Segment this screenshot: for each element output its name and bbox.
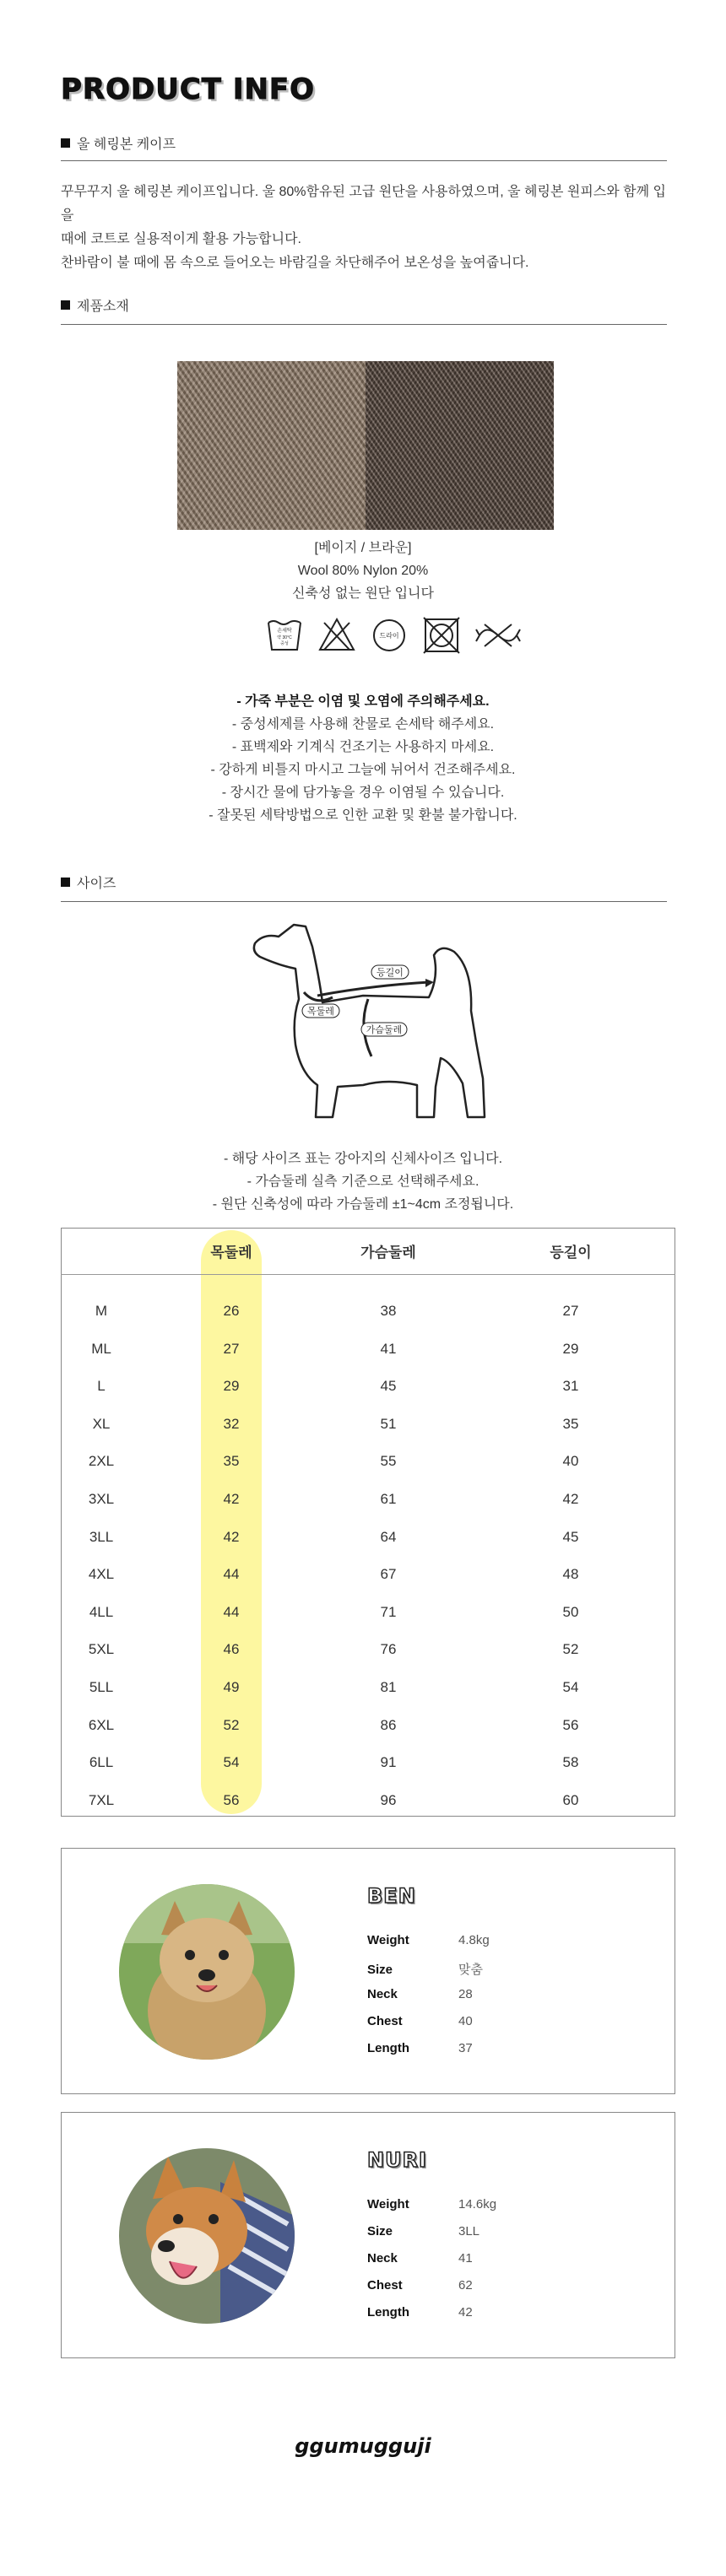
care-line: - 장시간 물에 담가놓을 경우 이염될 수 있습니다. (221, 786, 505, 800)
size-label-cell: L (97, 1378, 106, 1394)
table-cell: 96 (380, 1792, 397, 1808)
brand-logo: ggumugguji (295, 2434, 431, 2458)
table-cell: 56 (223, 1792, 240, 1808)
warning-title: - 가죽 부분은 이염 및 오염에 주의해주세요. (236, 694, 490, 709)
size-label-cell: 2XL (88, 1453, 115, 1469)
model-card-ben (61, 1848, 675, 2094)
table-cell: 56 (562, 1717, 579, 1733)
table-cell: 50 (562, 1604, 579, 1620)
table-cell: 29 (562, 1341, 579, 1357)
table-cell: 32 (223, 1416, 240, 1432)
table-cell: 45 (380, 1378, 397, 1394)
size-note: - 가슴둘레 실측 기준으로 선택해주세요. (247, 1175, 479, 1189)
table-cell: 58 (562, 1754, 579, 1770)
table-cell: 81 (380, 1679, 397, 1695)
table-cell: 52 (223, 1717, 240, 1733)
table-cell: 42 (562, 1491, 579, 1507)
back-label: 등길이 (377, 968, 404, 978)
stat-row: Length 37 (367, 2041, 473, 2055)
stat-row: Chest 62 (367, 2278, 473, 2292)
table-cell: 40 (562, 1453, 579, 1469)
divider (61, 324, 667, 325)
table-cell: 54 (223, 1754, 240, 1770)
table-cell: 42 (223, 1491, 240, 1507)
section-label: 울 헤링본 케이프 (77, 138, 176, 152)
svg-text:약 30°C: 약 30°C (277, 635, 292, 640)
stretch-note: 신축성 없는 원단 입니다 (292, 586, 434, 601)
table-cell: 60 (562, 1792, 579, 1808)
table-cell: 48 (562, 1566, 579, 1582)
table-header-divider (61, 1274, 675, 1275)
table-header-cell: 가슴둘레 (360, 1245, 416, 1261)
stat-row: Length 42 (367, 2305, 473, 2319)
size-label-cell: 4LL (89, 1604, 114, 1620)
color-options: [베이지 / 브라운] (314, 541, 412, 555)
table-cell: 61 (380, 1491, 397, 1507)
table-header-cell: 목둘레 (210, 1245, 252, 1261)
table-cell: 55 (380, 1453, 397, 1469)
model-name: NURI (367, 2148, 427, 2172)
dog-photo-ben (119, 1884, 295, 2060)
stat-row: Neck 28 (367, 1987, 473, 2001)
model-name: BEN (367, 1884, 416, 1908)
divider (61, 901, 667, 902)
table-cell: 31 (562, 1378, 579, 1394)
stat-row: Size 맞춤 (367, 1963, 483, 1977)
divider (61, 160, 667, 161)
section-header-material (61, 295, 129, 315)
size-note: - 원단 신축성에 따라 가슴둘레 ±1~4cm 조정됩니다. (212, 1197, 514, 1212)
no-bleach-icon (317, 616, 356, 655)
description-line: 찬바람이 불 때에 몸 속으로 들어오는 바람길을 차단해주어 보온성을 높여줍니다. (61, 256, 529, 270)
svg-text:손세탁: 손세탁 (277, 629, 292, 634)
care-instructions (0, 690, 726, 827)
care-line: - 중성세제를 사용해 찬물로 손세탁 해주세요. (231, 717, 495, 732)
size-label-cell: 5LL (89, 1679, 114, 1695)
table-cell: 41 (380, 1341, 397, 1357)
table-cell: 27 (223, 1341, 240, 1357)
table-cell: 29 (223, 1378, 240, 1394)
table-cell: 67 (380, 1566, 397, 1582)
model-card-nuri (61, 2112, 675, 2358)
table-cell: 44 (223, 1604, 240, 1620)
table-cell: 51 (380, 1416, 397, 1432)
section-label: 제품소재 (77, 300, 129, 314)
table-cell: 86 (380, 1717, 397, 1733)
table-cell: 54 (562, 1679, 579, 1695)
table-cell: 38 (380, 1303, 397, 1319)
table-cell: 35 (223, 1453, 240, 1469)
care-line: - 표백제와 기계식 건조기는 사용하지 마세요. (231, 740, 495, 754)
stat-row: Weight 4.8kg (367, 1933, 490, 1947)
table-cell: 44 (223, 1566, 240, 1582)
section-header-product (61, 133, 176, 153)
stat-row: Chest 40 (367, 2014, 473, 2028)
description-line: 꾸무꾸지 울 헤링본 케이프입니다. 울 80%함유된 고급 원단을 사용하였으며, 울 헤링본 원피스와 함께 입을 (61, 185, 666, 223)
dry-clean-icon (370, 616, 409, 655)
section-header-size (61, 872, 116, 892)
table-cell: 27 (562, 1303, 579, 1319)
page-title: PRODUCT INFO (61, 73, 316, 106)
stat-row: Weight 14.6kg (367, 2197, 497, 2211)
product-description (61, 181, 669, 275)
table-header-cell: 등길이 (550, 1245, 592, 1261)
table-cell: 42 (223, 1529, 240, 1545)
chest-label: 가슴둘레 (366, 1025, 403, 1035)
description-line: 때에 코트로 실용적이게 활용 가능합니다. (61, 232, 301, 246)
care-line: - 잘못된 세탁방법으로 인한 교환 및 환불 불가합니다. (209, 808, 517, 823)
size-label-cell: 3LL (89, 1529, 114, 1545)
table-cell: 49 (223, 1679, 240, 1695)
table-cell: 45 (562, 1529, 579, 1545)
size-label-cell: 7XL (88, 1792, 115, 1808)
fabric-swatch-image (177, 361, 554, 530)
care-icons (265, 616, 522, 655)
size-notes (0, 1148, 726, 1216)
neck-label: 목둘레 (307, 1007, 334, 1017)
dog-measurement-diagram (245, 918, 498, 1129)
brown-herringbone-swatch (366, 361, 554, 530)
beige-herringbone-swatch (177, 361, 366, 530)
size-label-cell: ML (91, 1341, 111, 1357)
size-label-cell: 5XL (88, 1641, 115, 1657)
size-label-cell: 4XL (88, 1566, 115, 1582)
fabric-composition: Wool 80% Nylon 20% (297, 564, 429, 578)
care-line: - 강하게 비틀지 마시고 그늘에 뉘어서 건조해주세요. (210, 763, 516, 777)
table-cell: 26 (223, 1303, 240, 1319)
stat-row: Neck 41 (367, 2251, 473, 2265)
size-label-cell: 6XL (88, 1717, 115, 1733)
table-cell: 91 (380, 1754, 397, 1770)
svg-text:중성: 중성 (280, 641, 289, 646)
table-cell: 52 (562, 1641, 579, 1657)
table-cell: 76 (380, 1641, 397, 1657)
no-tumble-dry-icon (422, 616, 461, 655)
table-cell: 64 (380, 1529, 397, 1545)
size-label-cell: XL (92, 1416, 111, 1432)
section-label: 사이즈 (77, 877, 116, 891)
size-label-cell: M (95, 1303, 108, 1319)
table-cell: 35 (562, 1416, 579, 1432)
svg-text:드라이: 드라이 (379, 632, 399, 640)
hand-wash-icon (265, 616, 304, 655)
square-bullet-icon (61, 878, 70, 887)
dog-photo-nuri (119, 2148, 295, 2324)
material-info (0, 537, 726, 605)
table-cell: 46 (223, 1641, 240, 1657)
square-bullet-icon (61, 300, 70, 310)
size-label-cell: 3XL (88, 1491, 115, 1507)
size-note: - 해당 사이즈 표는 강아지의 신체사이즈 입니다. (223, 1152, 503, 1166)
table-cell: 71 (380, 1604, 397, 1620)
size-label-cell: 6LL (89, 1754, 114, 1770)
square-bullet-icon (61, 138, 70, 148)
no-wring-icon (474, 616, 522, 655)
stat-row: Size 3LL (367, 2224, 480, 2238)
